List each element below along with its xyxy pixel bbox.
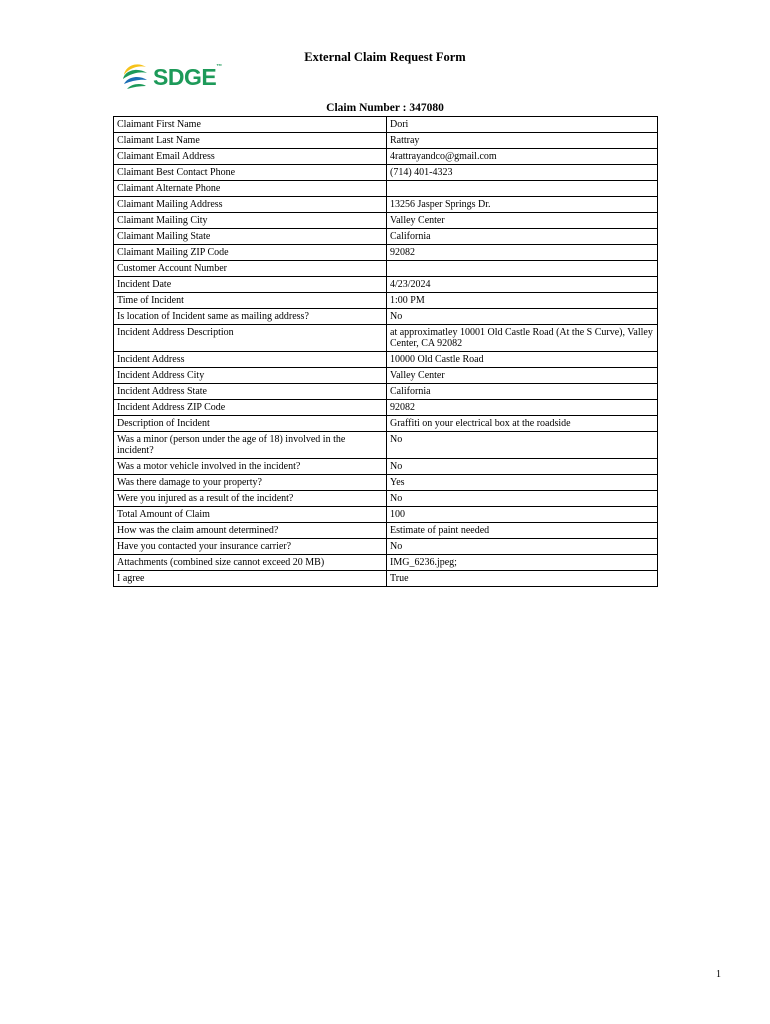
logo-text: SDGE™ <box>153 63 222 90</box>
field-label: Incident Address ZIP Code <box>114 400 387 416</box>
field-value: Graffiti on your electrical box at the roadside <box>387 416 658 432</box>
field-value: at approximatley 10001 Old Castle Road (At the S Curve), Valley Center, CA 92082 <box>387 325 658 352</box>
field-value <box>387 181 658 197</box>
table-row <box>114 133 658 149</box>
field-value <box>387 261 658 277</box>
table-row <box>114 229 658 245</box>
table-row <box>114 213 658 229</box>
field-label: Was there damage to your property? <box>114 475 387 491</box>
table-row <box>114 277 658 293</box>
field-value: Yes <box>387 475 658 491</box>
page-title: External Claim Request Form <box>304 50 466 64</box>
field-label: Claimant Last Name <box>114 133 387 149</box>
claim-details-table <box>113 116 658 587</box>
field-label: How was the claim amount determined? <box>114 523 387 539</box>
table-row <box>114 325 658 352</box>
field-label: Claimant Alternate Phone <box>114 181 387 197</box>
claim-number: Claim Number : 347080 <box>326 102 444 114</box>
table-row <box>114 571 658 587</box>
sdge-swoosh-icon <box>121 62 149 92</box>
field-label: Claimant Mailing ZIP Code <box>114 245 387 261</box>
table-row <box>114 181 658 197</box>
table-row <box>114 149 658 165</box>
table-row <box>114 507 658 523</box>
table-row <box>114 352 658 368</box>
field-label: Incident Address State <box>114 384 387 400</box>
field-value: 92082 <box>387 400 658 416</box>
field-label: Claimant Mailing City <box>114 213 387 229</box>
table-row <box>114 384 658 400</box>
field-label: Claimant Mailing Address <box>114 197 387 213</box>
table-row <box>114 432 658 459</box>
logo-trademark: ™ <box>216 63 222 70</box>
table-row <box>114 197 658 213</box>
table-row <box>114 245 658 261</box>
table-row <box>114 293 658 309</box>
table-row <box>114 523 658 539</box>
field-label: Claimant Best Contact Phone <box>114 165 387 181</box>
field-label: Total Amount of Claim <box>114 507 387 523</box>
field-label: Attachments (combined size cannot exceed 20 MB) <box>114 555 387 571</box>
field-label: Have you contacted your insurance carrier? <box>114 539 387 555</box>
field-value: Valley Center <box>387 368 658 384</box>
field-value: No <box>387 491 658 507</box>
table-row <box>114 539 658 555</box>
field-value: 4/23/2024 <box>387 277 658 293</box>
field-label: Time of Incident <box>114 293 387 309</box>
field-value: No <box>387 459 658 475</box>
field-value: (714) 401-4323 <box>387 165 658 181</box>
field-label: Was a motor vehicle involved in the incident? <box>114 459 387 475</box>
field-value: 92082 <box>387 245 658 261</box>
field-label: I agree <box>114 571 387 587</box>
field-value: No <box>387 309 658 325</box>
field-value: California <box>387 384 658 400</box>
sdge-logo <box>121 62 222 92</box>
field-value: Rattray <box>387 133 658 149</box>
field-label: Incident Address Description <box>114 325 387 352</box>
field-value: California <box>387 229 658 245</box>
table-row <box>114 459 658 475</box>
field-value: 13256 Jasper Springs Dr. <box>387 197 658 213</box>
field-value: 100 <box>387 507 658 523</box>
field-label: Were you injured as a result of the incident? <box>114 491 387 507</box>
field-label: Claimant First Name <box>114 117 387 133</box>
field-label: Customer Account Number <box>114 261 387 277</box>
table-row <box>114 368 658 384</box>
table-row <box>114 416 658 432</box>
field-label: Incident Date <box>114 277 387 293</box>
field-value: Valley Center <box>387 213 658 229</box>
field-value: 10000 Old Castle Road <box>387 352 658 368</box>
field-label: Is location of Incident same as mailing address? <box>114 309 387 325</box>
field-value: 1:00 PM <box>387 293 658 309</box>
table-row <box>114 117 658 133</box>
field-label: Incident Address City <box>114 368 387 384</box>
field-value: No <box>387 432 658 459</box>
page-number: 1 <box>716 969 721 980</box>
field-label: Claimant Email Address <box>114 149 387 165</box>
table-row <box>114 491 658 507</box>
field-value: Dori <box>387 117 658 133</box>
field-value: No <box>387 539 658 555</box>
field-label: Was a minor (person under the age of 18) involved in the incident? <box>114 432 387 459</box>
field-label: Incident Address <box>114 352 387 368</box>
field-value: IMG_6236.jpeg; <box>387 555 658 571</box>
field-label: Description of Incident <box>114 416 387 432</box>
table-row <box>114 261 658 277</box>
field-value: True <box>387 571 658 587</box>
field-value: Estimate of paint needed <box>387 523 658 539</box>
field-value: 4rattrayandco@gmail.com <box>387 149 658 165</box>
table-row <box>114 400 658 416</box>
table-row <box>114 555 658 571</box>
table-row <box>114 475 658 491</box>
table-row <box>114 165 658 181</box>
field-label: Claimant Mailing State <box>114 229 387 245</box>
table-row <box>114 309 658 325</box>
